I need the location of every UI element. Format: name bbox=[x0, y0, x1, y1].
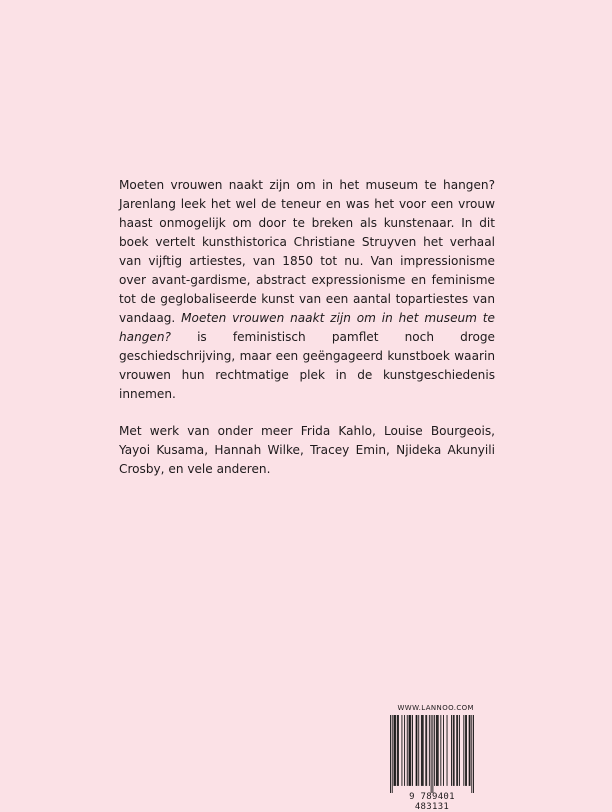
barcode-bar bbox=[471, 715, 472, 793]
barcode-bar bbox=[397, 715, 398, 786]
barcode-bar bbox=[407, 715, 408, 786]
barcode-bar bbox=[437, 715, 438, 786]
barcode-bar bbox=[443, 715, 444, 786]
blurb-paragraph-2: Met werk van onder meer Frida Kahlo, Louise Bourgeois, Yayoi Kusama, Hannah Wilke, Tracey Emin, Njideka Akunyili Crosby, en vele anderen. bbox=[119, 424, 495, 476]
barcode-bar bbox=[447, 715, 448, 786]
barcode-bar bbox=[398, 715, 399, 786]
barcode-bar bbox=[425, 715, 426, 786]
barcode-bar bbox=[392, 715, 393, 793]
barcode-bar bbox=[416, 715, 417, 786]
barcode-bar bbox=[421, 715, 422, 786]
barcode-bar bbox=[431, 715, 432, 793]
barcode-bar bbox=[473, 715, 474, 793]
book-title-italic: Moeten vrouwen naakt zijn om in het museum te hangen? bbox=[119, 311, 495, 344]
barcode-bar bbox=[459, 715, 460, 786]
barcode-bar bbox=[469, 715, 470, 786]
barcode-bar bbox=[426, 715, 427, 786]
barcode-bar bbox=[418, 715, 419, 786]
barcode-bar bbox=[451, 715, 452, 786]
barcode-bar bbox=[404, 715, 405, 786]
barcode-bar bbox=[412, 715, 413, 786]
barcode-bar bbox=[422, 715, 423, 786]
barcode-bar bbox=[401, 715, 402, 786]
barcode-bar bbox=[417, 715, 418, 786]
blurb-text-1a: Moeten vrouwen naakt zijn om in het museum te hangen? Jarenlang leek het wel de teneur en was het voor een vrouw haast onmogelijk om door te breken als kunstenaar. In dit boek vertelt kunsthistorica Christiane Struyven het verhaal van vijftig artiestes, van 1850 tot nu. Van impressionisme over avant-gardisme, abstract expressionisme en feminisme tot de geglobaliseerde kunst van een aantal topartiestes van vandaag. bbox=[119, 178, 495, 325]
blurb-text-1b: is feministisch pamflet noch droge geschiedschrijving, maar een geëngageerd kunstboek waarin vrouwen hun rechtmatige plek in de kunstgeschiedenis innemen. bbox=[119, 330, 495, 401]
isbn-barcode bbox=[390, 715, 474, 793]
barcode-bar bbox=[390, 715, 391, 793]
barcode-bar bbox=[432, 715, 433, 793]
barcode-bar bbox=[410, 715, 411, 786]
barcode-bar bbox=[409, 715, 410, 786]
barcode-bar bbox=[440, 715, 441, 786]
barcode-bar bbox=[394, 715, 395, 786]
barcode-bar bbox=[394, 715, 395, 786]
barcode-bar bbox=[423, 715, 424, 786]
publisher-url: WWW.LANNOO.COM bbox=[397, 704, 474, 712]
barcode-bar bbox=[429, 715, 430, 786]
barcode-bar bbox=[457, 715, 458, 786]
barcode-bar bbox=[438, 715, 439, 786]
barcode-bar bbox=[453, 715, 454, 786]
barcode-bar bbox=[456, 715, 457, 786]
barcode-bar bbox=[463, 715, 464, 786]
barcode-bar bbox=[465, 715, 466, 786]
barcode-bar bbox=[434, 715, 435, 786]
barcode-bar bbox=[409, 715, 410, 786]
barcode-bar bbox=[436, 715, 437, 786]
barcode-bar bbox=[470, 715, 471, 786]
back-cover-blurb bbox=[119, 176, 495, 479]
barcode-bar bbox=[466, 715, 467, 786]
barcode-bar bbox=[395, 715, 396, 786]
barcode-block bbox=[390, 704, 474, 812]
isbn-number: 9 789401 483131 bbox=[390, 792, 474, 812]
barcode-bar bbox=[454, 715, 455, 786]
blurb-paragraph-1 bbox=[119, 176, 495, 404]
